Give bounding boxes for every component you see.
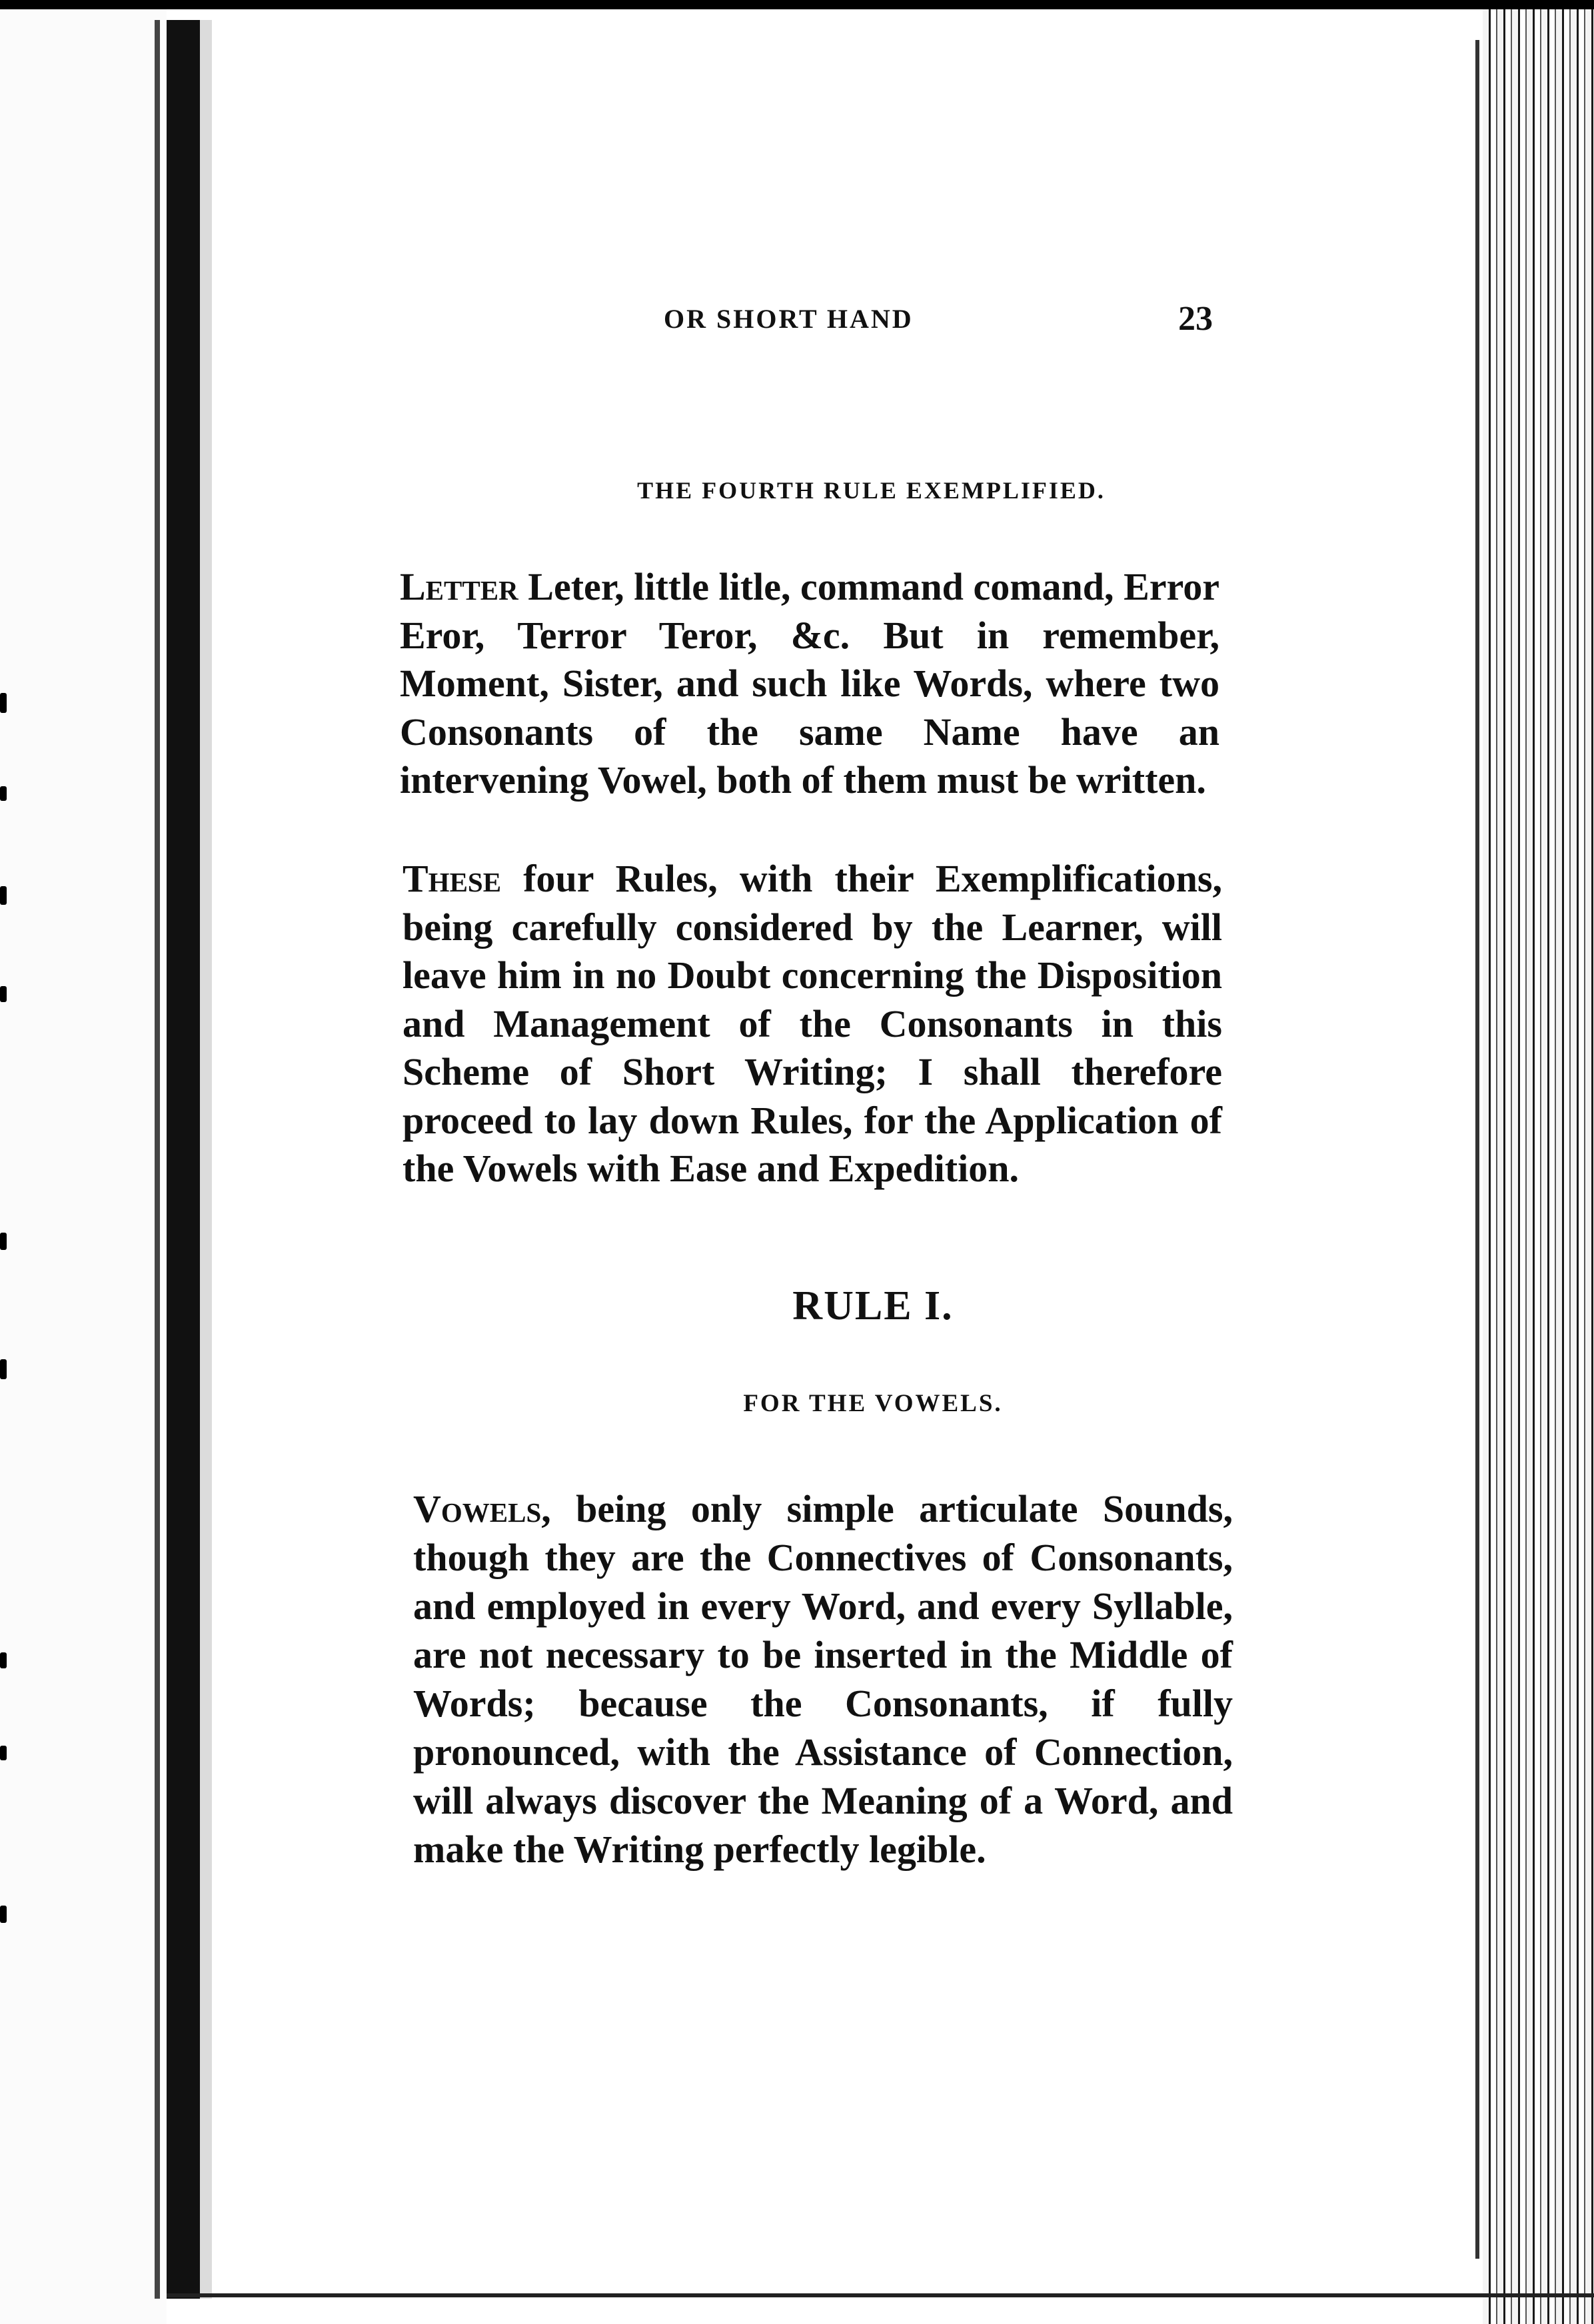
paragraph-lead-word: These [402,857,502,900]
facing-page-edge [155,20,160,2299]
page-right-border [1475,40,1479,2259]
paragraph-text: four Rules, with their Exemplifications, being carefully considered by the Learner, will leave him in no Doubt concerning the Disposition and Management of the Consonants in this Scheme of Short Writing; I shall therefore proceed to lay down Rules, for the Application of the Vowels with Ease and Expedition. [402,857,1222,1190]
page-edges-stack [1483,9,1594,2324]
paragraph-lead-word: Letter [400,565,518,608]
paragraph-example [400,563,1219,805]
paragraph-text: , being only simple articulate Sounds, though they are the Connectives of Consonants, and employed in every Word, and every Syllable, are not necessary to be inserted in the Middle of Words; because the Consonants, if fully pronounced, with the Assistance of Connection, will always discover the Meaning of a Word, and make the Writing perfectly legible. [413,1487,1233,1871]
paragraph-lead-word: Vowels [413,1487,542,1530]
book-gutter-shadow [167,20,200,2299]
page-number: 23 [1178,300,1213,338]
running-head [626,300,1213,343]
paragraph-text: Leter, little litle, command comand, Error Eror, Terror Teror, &c. But in remember, Moment, Sister, and such like Words, where two Consonants of the same Name have an intervening Vowel, both of them must be written. [400,565,1219,802]
running-title: OR SHORT HAND [664,304,914,334]
facing-page [0,9,167,2324]
rule-title: RULE I. [792,1283,954,1329]
scan-top-border [0,0,1594,9]
paragraph-vowels [413,1484,1233,1874]
rule-subtitle: FOR THE VOWELS. [743,1390,1003,1417]
book-gutter [200,20,212,2299]
section-heading: THE FOURTH RULE EXEMPLIFIED. [637,477,1106,504]
paragraph-summary [402,855,1222,1193]
page-bottom-border [167,2293,1594,2297]
